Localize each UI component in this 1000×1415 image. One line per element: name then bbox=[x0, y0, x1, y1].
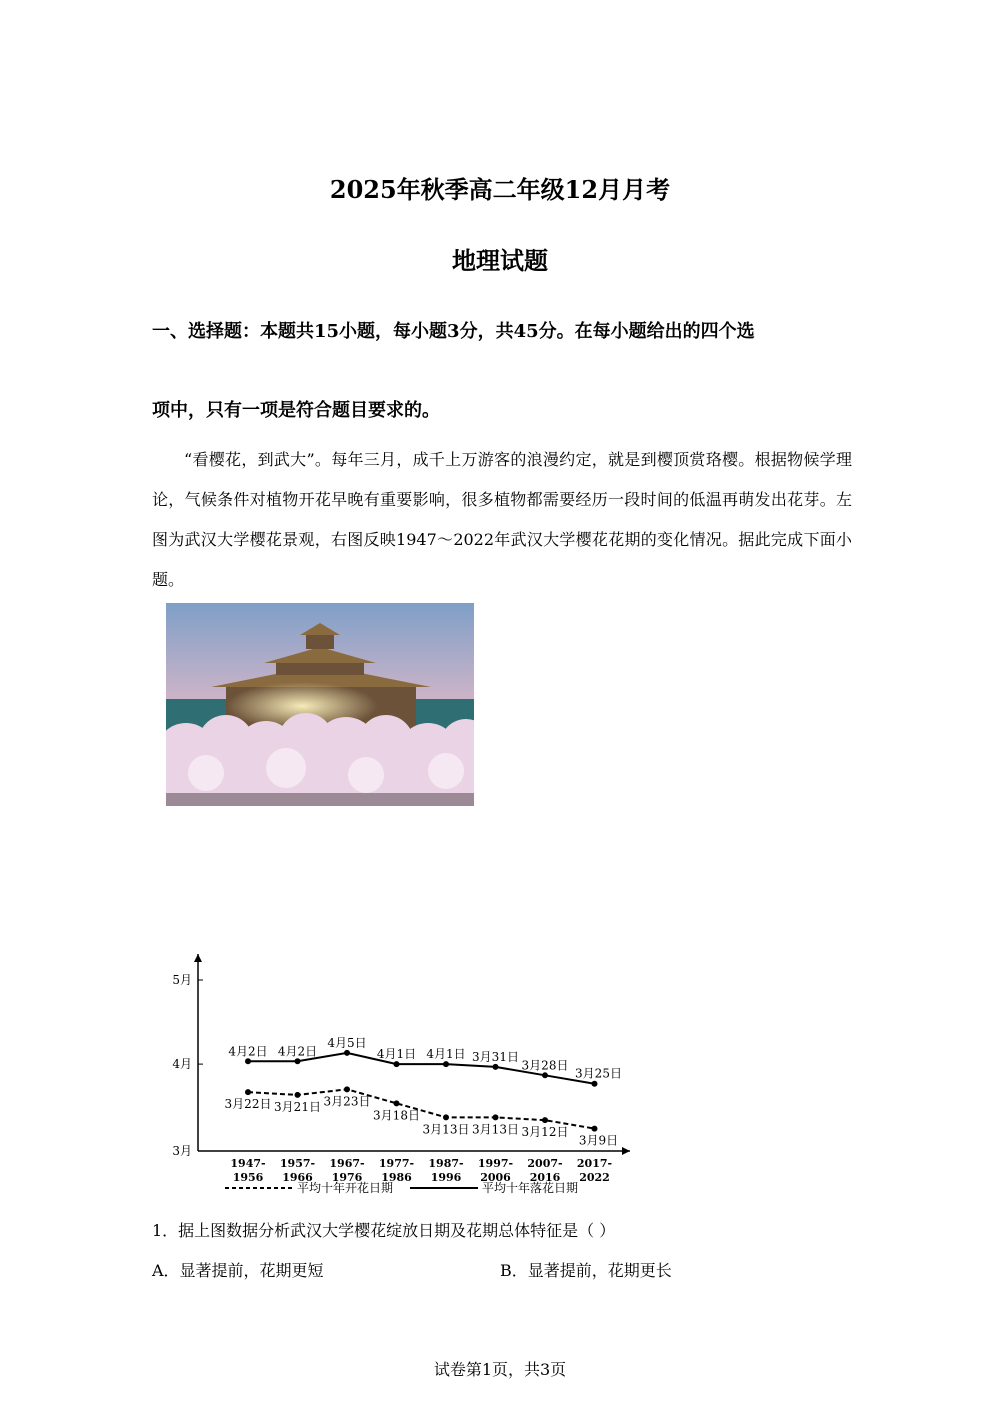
x-tick-label: 1977- bbox=[378, 1157, 415, 1170]
y-tick-label: 5月 bbox=[172, 973, 192, 987]
data-label: 3月12日 bbox=[521, 1125, 569, 1140]
x-axis-arrow bbox=[622, 1147, 630, 1155]
series-point bbox=[394, 1100, 400, 1106]
legend-label: 平均十年落花日期 bbox=[482, 1181, 579, 1195]
data-label: 4月1日 bbox=[426, 1047, 466, 1062]
data-label: 3月18日 bbox=[373, 1108, 420, 1123]
x-tick-label: 1947- bbox=[230, 1157, 266, 1170]
y-axis-arrow bbox=[194, 954, 202, 962]
page-footer: 试卷第1页，共3页 bbox=[433, 1360, 567, 1379]
legend-label: 平均十年开花日期 bbox=[297, 1181, 394, 1195]
x-tick-label: 1957- bbox=[279, 1157, 316, 1170]
series-point bbox=[295, 1058, 301, 1064]
series-point bbox=[443, 1114, 449, 1120]
section-heading-line2: 项中，只有一项是符合题目要求的。 bbox=[152, 400, 440, 421]
y-tick-label: 3月 bbox=[172, 1144, 192, 1158]
data-label: 3月31日 bbox=[472, 1049, 519, 1064]
x-tick-label: 2016 bbox=[529, 1171, 561, 1184]
series-point bbox=[245, 1089, 251, 1095]
x-tick-label: 2007- bbox=[527, 1157, 563, 1170]
data-label: 4月2日 bbox=[228, 1044, 268, 1059]
series-point bbox=[295, 1092, 301, 1098]
exam-title: 2025年秋季高二年级12月月考 bbox=[329, 175, 671, 204]
cherry-blossom-photo bbox=[166, 603, 474, 806]
series-point bbox=[542, 1117, 548, 1123]
data-label: 3月25日 bbox=[575, 1066, 622, 1081]
series-point bbox=[493, 1114, 499, 1120]
data-label: 3月21日 bbox=[274, 1099, 321, 1114]
x-tick-label: 1967- bbox=[329, 1157, 365, 1170]
data-label: 3月13日 bbox=[472, 1122, 519, 1137]
data-label: 3月13日 bbox=[422, 1122, 470, 1137]
section-heading-line1: 一、选择题：本题共15小题，每小题3分，共45分。在每小题给出的四个选 bbox=[152, 321, 755, 342]
passage-text: “看樱花，到武大”。每年三月，成千上万游客的浪漫约定，就是到樱顶赏珞樱。根据物候学理论，气候条件对植物开花早晚有重要影响，很多植物都需要经历一段时间的低温再萌发出花芽。左图为武汉大学樱花景观，右图反映1947～2022年武汉大学樱花花期的变化情况。据此完成下面小题。 bbox=[152, 450, 852, 589]
series-point bbox=[344, 1050, 350, 1056]
data-label: 4月2日 bbox=[277, 1044, 318, 1059]
y-tick-label: 4月 bbox=[172, 1057, 192, 1072]
chart-x-ticks bbox=[230, 1157, 612, 1184]
option-a[interactable]: A．显著提前，花期更短 bbox=[152, 1261, 324, 1280]
data-label: 3月9日 bbox=[578, 1133, 619, 1148]
series-point bbox=[592, 1081, 598, 1087]
subject-title: 地理试题 bbox=[452, 246, 548, 275]
series-point bbox=[542, 1072, 548, 1078]
series-point bbox=[592, 1126, 598, 1132]
chart-series bbox=[225, 1036, 622, 1148]
question-1-stem: 1．据上图数据分析武汉大学樱花绽放日期及花期总体特征是（ ） bbox=[152, 1221, 616, 1240]
series-point bbox=[443, 1061, 449, 1067]
x-tick-label: 1966 bbox=[282, 1171, 313, 1184]
blossom-period-chart bbox=[160, 940, 660, 1210]
x-tick-label: 2017- bbox=[576, 1157, 613, 1170]
series-point bbox=[245, 1058, 251, 1064]
data-label: 4月1日 bbox=[376, 1047, 417, 1062]
series-point bbox=[394, 1061, 400, 1067]
series-point bbox=[493, 1064, 499, 1070]
x-tick-label: 2006 bbox=[480, 1171, 511, 1184]
x-tick-label: 1986 bbox=[381, 1171, 412, 1184]
data-label: 3月23日 bbox=[323, 1094, 371, 1109]
x-tick-label: 1976 bbox=[331, 1171, 363, 1184]
x-tick-label: 1996 bbox=[430, 1171, 462, 1184]
x-tick-label: 2022 bbox=[579, 1171, 610, 1184]
data-label: 3月28日 bbox=[521, 1058, 569, 1073]
x-tick-label: 1997- bbox=[477, 1157, 514, 1170]
option-b[interactable]: B．显著提前，花期更长 bbox=[500, 1261, 672, 1280]
x-tick-label: 1956 bbox=[232, 1171, 264, 1184]
data-label: 4月5日 bbox=[327, 1035, 367, 1050]
data-label: 3月22日 bbox=[224, 1097, 272, 1112]
x-tick-label: 1987- bbox=[428, 1157, 464, 1170]
series-point bbox=[344, 1086, 350, 1092]
